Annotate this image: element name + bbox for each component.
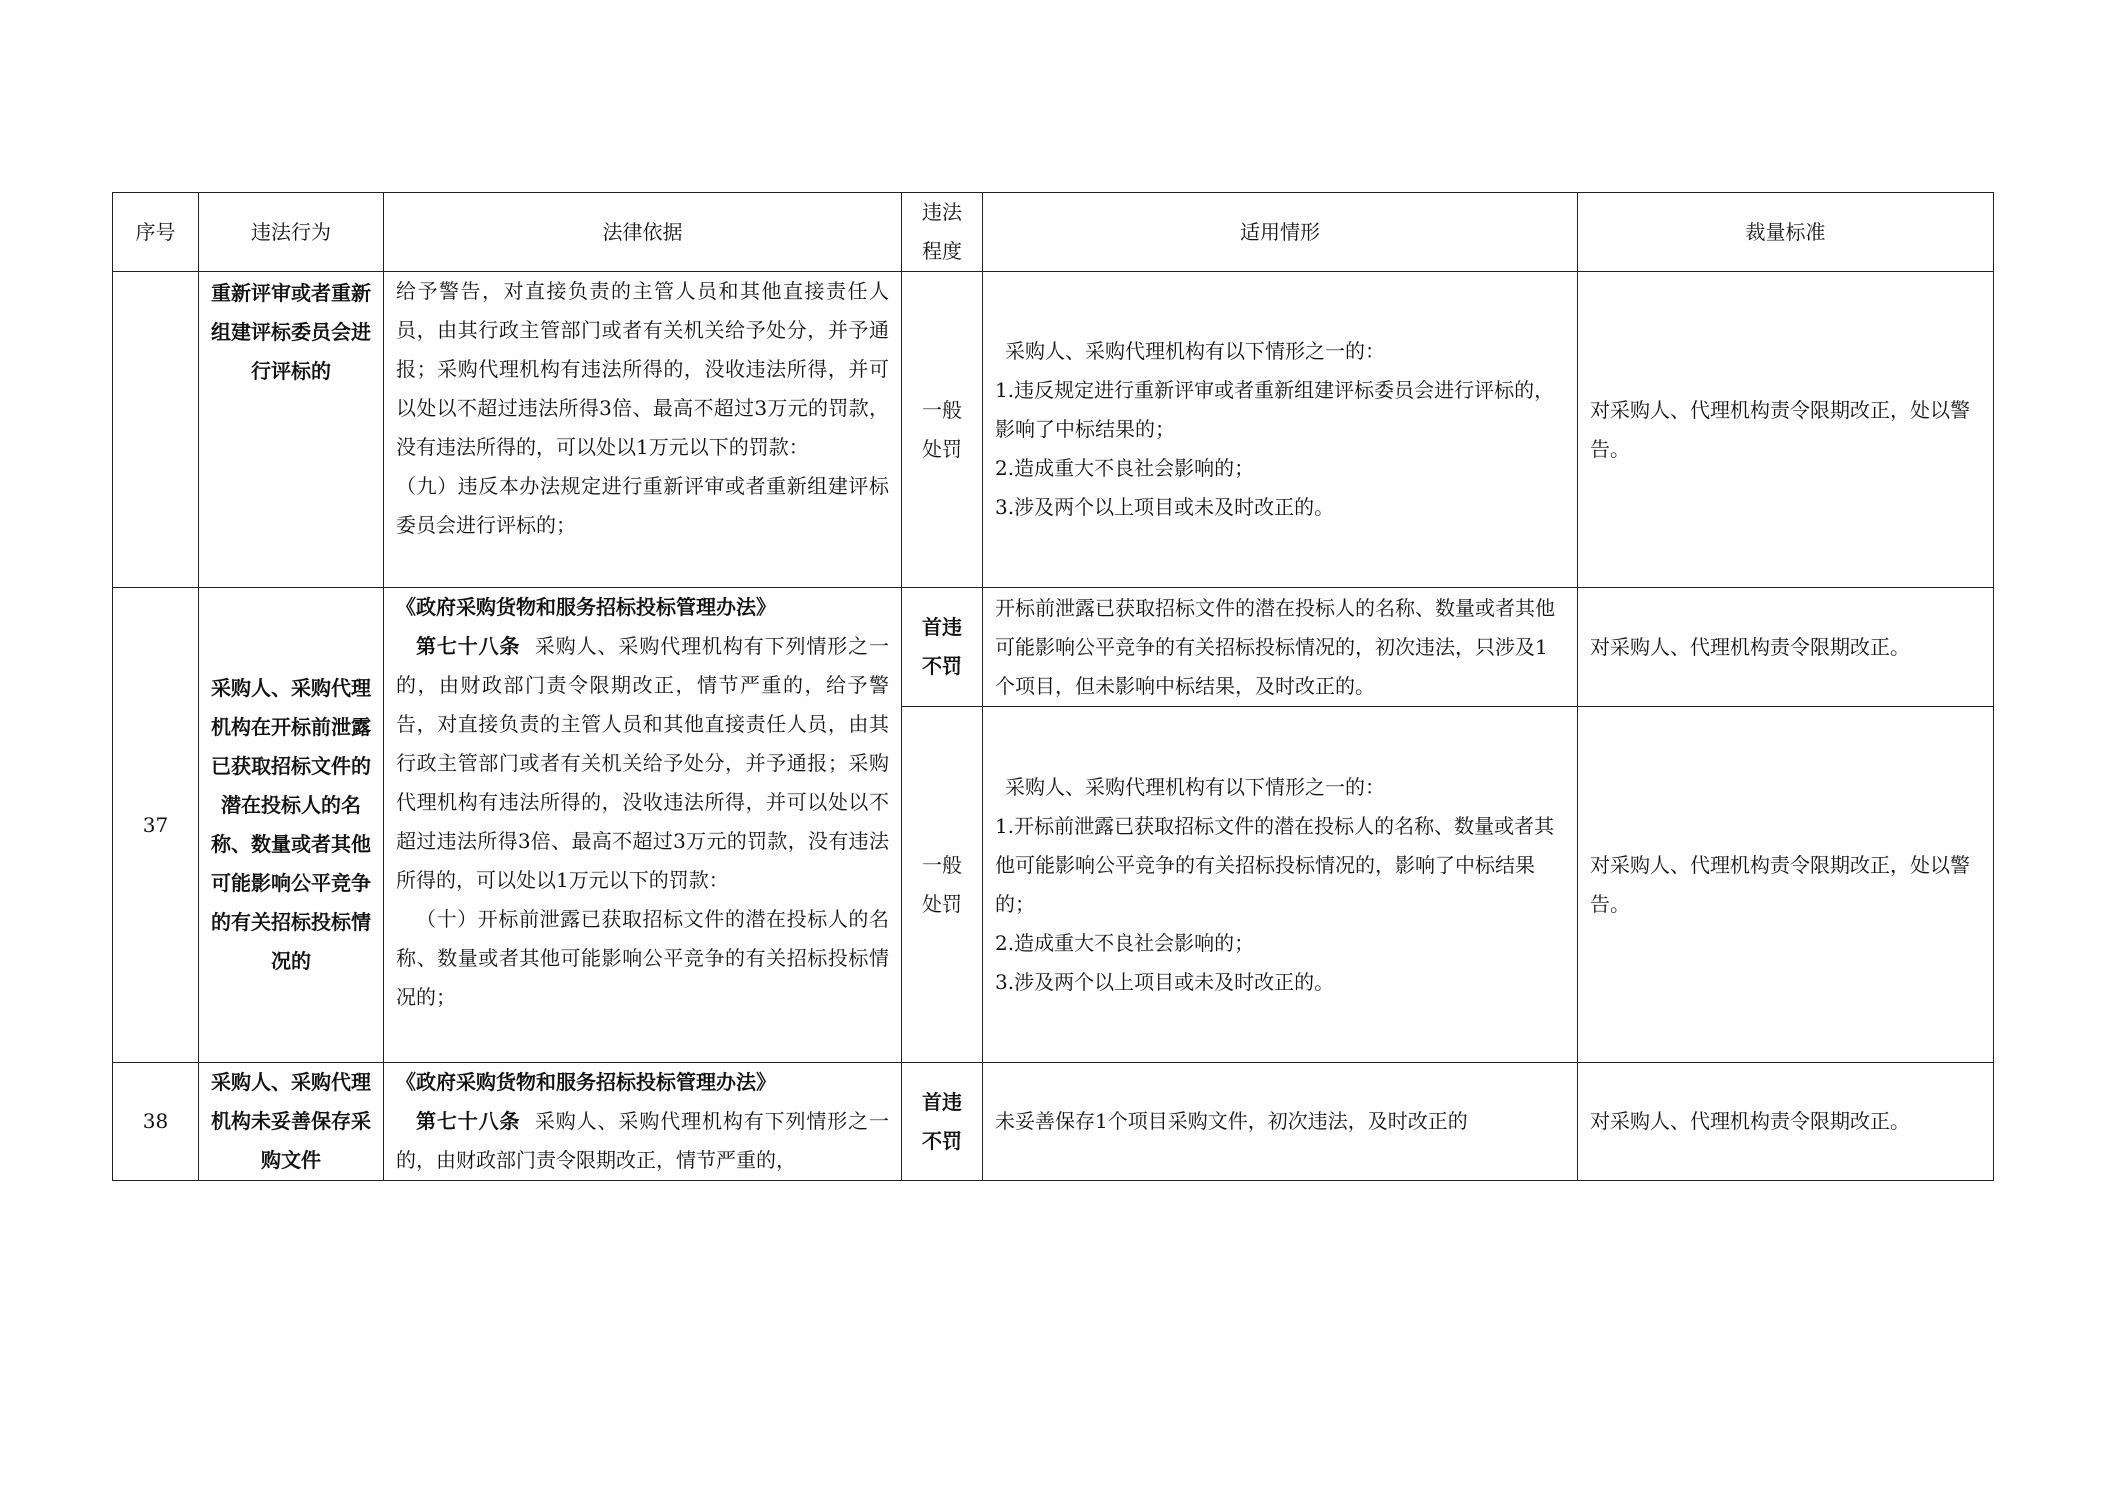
row-standard: 对采购人、代理机构责令限期改正。 xyxy=(1578,588,1994,707)
basis-article: 第七十八条 xyxy=(416,1109,521,1133)
situation-item: 1.开标前泄露已获取招标文件的潜在投标人的名称、数量或者其他可能影响公平竞争的有关招标投标情况的，影响了中标结果的； xyxy=(995,813,1555,916)
situation-lead: 采购人、采购代理机构有以下情形之一的： xyxy=(1005,339,1385,363)
header-degree: 违法程度 xyxy=(902,193,983,272)
row-degree: 一般处罚 xyxy=(902,707,983,1063)
basis-body: 采购人、采购代理机构有下列情形之一的，由财政部门责令限期改正，情节严重的，给予警告，对直接负责的主管人员和其他直接责任人员，由其行政主管部门或者有关机关给予处分，并予通报；采购代理机构有违法所得的，没收违法所得，并可以处以不超过违法所得3倍、最高不超过3万元的罚款，没有违法所得的，可以处以1万元以下的罚款： xyxy=(396,634,890,892)
row-situation xyxy=(983,272,1578,588)
table-row xyxy=(113,272,1994,588)
row-situation: 未妥善保存1个项目采购文件，初次违法，及时改正的 xyxy=(983,1063,1578,1181)
basis-text xyxy=(396,627,889,900)
situation-lead: 采购人、采购代理机构有以下情形之一的： xyxy=(1005,774,1385,799)
row-legal-basis xyxy=(384,1063,902,1181)
row-violation: 采购人、采购代理机构在开标前泄露已获取招标文件的潜在投标人的名称、数量或者其他可能影响公平竞争的有关招标投标情况的 xyxy=(199,588,384,1063)
basis-text xyxy=(396,1102,889,1180)
situation-item: 3.涉及两个以上项目或未及时改正的。 xyxy=(995,495,1335,519)
basis-text: 给予警告，对直接负责的主管人员和其他直接责任人员，由其行政主管部门或者有关机关给予处分，并予通报；采购代理机构有违法所得的，没收违法所得，并可以处以不超过违法所得3倍、最高不超过3万元的罚款，没有违法所得的，可以处以1万元以下的罚款： xyxy=(396,279,889,459)
basis-title: 《政府采购货物和服务招标投标管理办法》 xyxy=(396,1070,776,1094)
basis-clause: （十）开标前泄露已获取招标文件的潜在投标人的名称、数量或者其他可能影响公平竞争的有关招标投标情况的； xyxy=(396,907,889,1009)
header-no: 序号 xyxy=(113,193,199,272)
situation-item: 1.违反规定进行重新评审或者重新组建评标委员会进行评标的，影响了中标结果的； xyxy=(995,378,1555,441)
table-header-row xyxy=(113,193,1994,272)
basis-article: 第七十八条 xyxy=(416,634,521,658)
row-violation: 重新评审或者重新组建评标委员会进行评标的 xyxy=(199,272,384,588)
table-row xyxy=(113,588,1994,707)
row-degree: 首违不罚 xyxy=(902,588,983,707)
row-degree: 一般处罚 xyxy=(902,272,983,588)
header-standard: 裁量标准 xyxy=(1578,193,1994,272)
row-no: 37 xyxy=(113,588,199,1063)
situation-item: 2.造成重大不良社会影响的； xyxy=(995,456,1255,480)
situation-item: 2.造成重大不良社会影响的； xyxy=(995,930,1255,955)
row-standard: 对采购人、代理机构责令限期改正，处以警告。 xyxy=(1578,707,1994,1063)
row-standard: 对采购人、代理机构责令限期改正，处以警告。 xyxy=(1578,272,1994,588)
row-standard: 对采购人、代理机构责令限期改正。 xyxy=(1578,1063,1994,1181)
row-no xyxy=(113,272,199,588)
table-row xyxy=(113,1063,1994,1181)
row-situation xyxy=(983,707,1578,1063)
row-violation: 采购人、采购代理机构未妥善保存采购文件 xyxy=(199,1063,384,1181)
basis-title: 《政府采购货物和服务招标投标管理办法》 xyxy=(396,595,776,619)
row-legal-basis xyxy=(384,272,902,588)
row-no: 38 xyxy=(113,1063,199,1181)
basis-body: 采购人、采购代理机构有下列情形之一的，由财政部门责令限期改正，情节严重的， xyxy=(396,1109,890,1172)
row-situation: 开标前泄露已获取招标文件的潜在投标人的名称、数量或者其他可能影响公平竞争的有关招标投标情况的，初次违法，只涉及1个项目，但未影响中标结果，及时改正的。 xyxy=(983,588,1578,707)
header-situation: 适用情形 xyxy=(983,193,1578,272)
row-legal-basis xyxy=(384,588,902,1063)
situation-item: 3.涉及两个以上项目或未及时改正的。 xyxy=(995,969,1335,994)
penalty-discretion-table xyxy=(112,192,1994,1181)
header-violation: 违法行为 xyxy=(199,193,384,272)
header-legal-basis: 法律依据 xyxy=(384,193,902,272)
row-degree: 首违不罚 xyxy=(902,1063,983,1181)
basis-clause: （九）违反本办法规定进行重新评审或者重新组建评标委员会进行评标的； xyxy=(396,474,889,537)
